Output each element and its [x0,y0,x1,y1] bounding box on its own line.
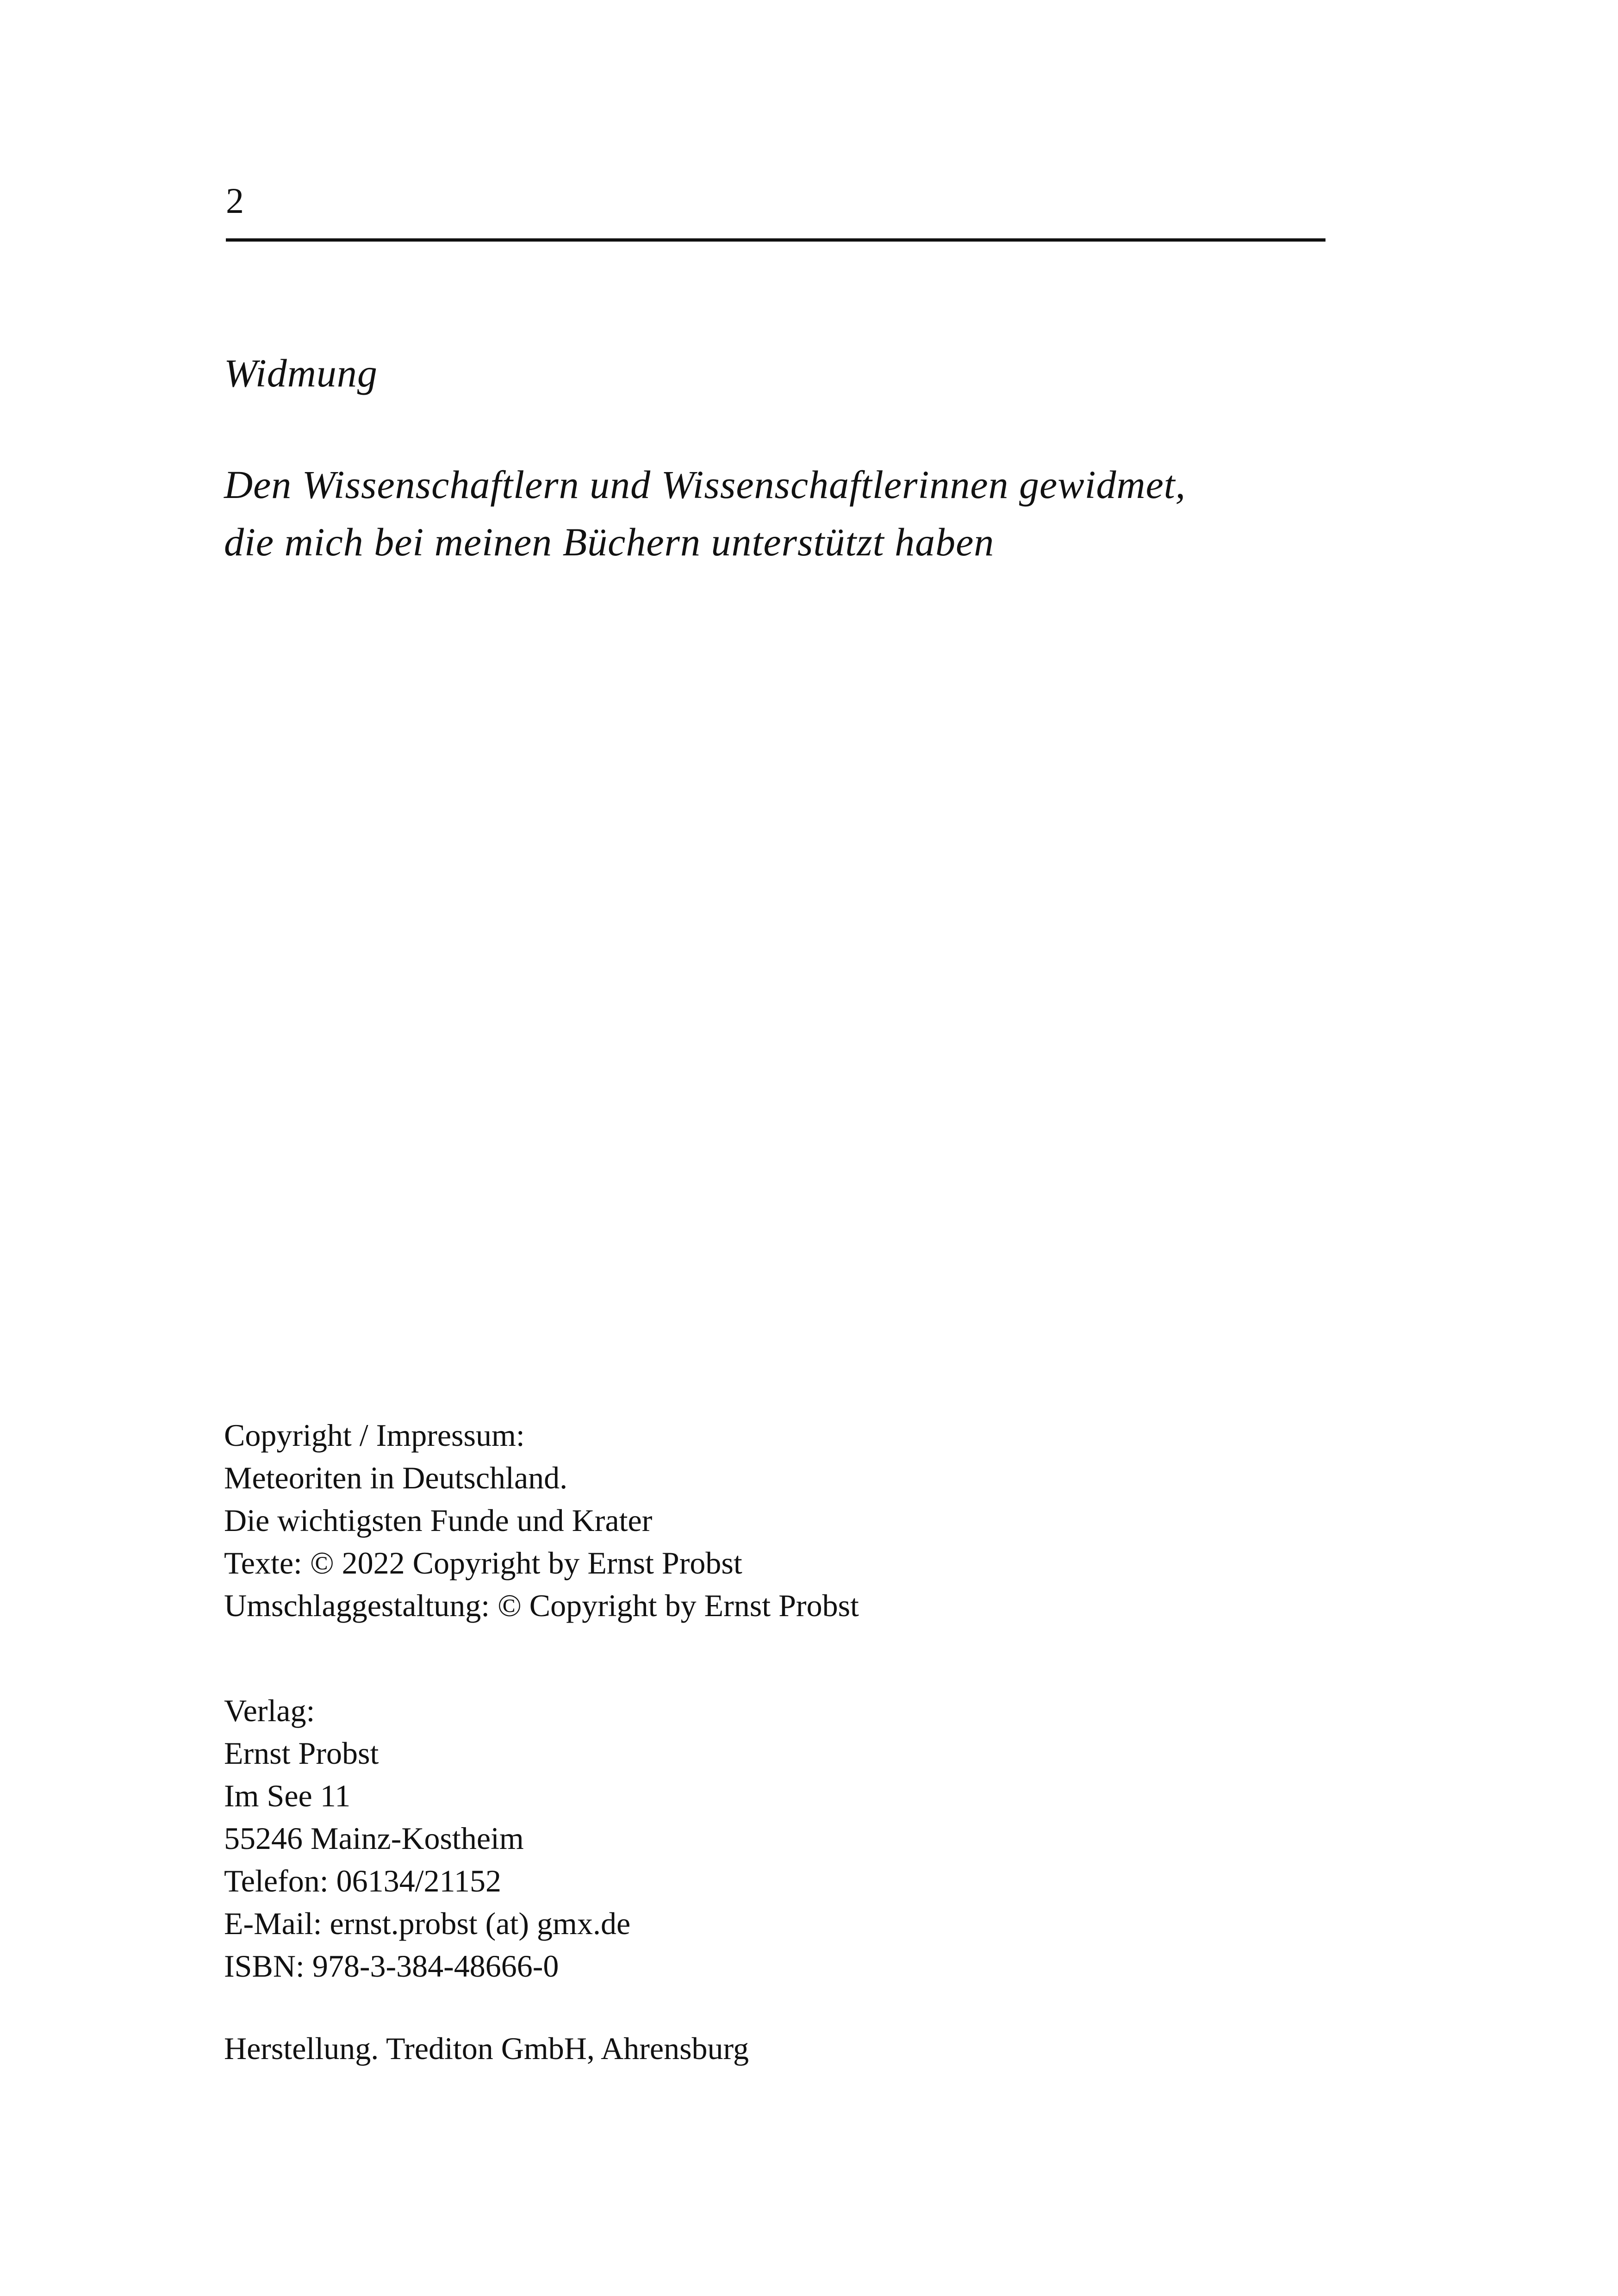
book-title-line: Meteoriten in Deutschland. [224,1460,568,1495]
dedication-heading: Widmung [224,351,378,395]
page-number: 2 [226,180,244,221]
publisher-heading: Verlag: [224,1693,315,1728]
publisher-name: Ernst Probst [224,1736,379,1771]
dedication-line: Den Wissenschaftlern und Wissenschaftlerinnen gewidmet, [224,462,1186,507]
publisher-city: 55246 Mainz-Kostheim [224,1821,524,1856]
text-copyright-line: Texte: © 2022 Copyright by Ernst Probst [224,1545,742,1580]
header-rule [226,238,1326,242]
publisher-block [224,1689,630,1987]
publisher-street: Im See 11 [224,1778,351,1813]
publisher-email: E-Mail: ernst.probst (at) gmx.de [224,1906,631,1941]
production-block [224,2027,749,2070]
copyright-heading: Copyright / Impressum: [224,1418,525,1453]
production-line: Herstellung. Trediton GmbH, Ahrensburg [224,2031,749,2066]
isbn-line: ISBN: 978-3-384-48666-0 [224,1948,559,1984]
dedication-text [224,456,1186,571]
book-subtitle-line: Die wichtigsten Funde und Krater [224,1503,653,1538]
cover-copyright-line: Umschlaggestaltung: © Copyright by Ernst Probst [224,1588,859,1623]
dedication-line: die mich bei meinen Büchern unterstützt haben [224,520,995,564]
copyright-block [224,1414,859,1627]
publisher-phone: Telefon: 06134/21152 [224,1863,501,1898]
